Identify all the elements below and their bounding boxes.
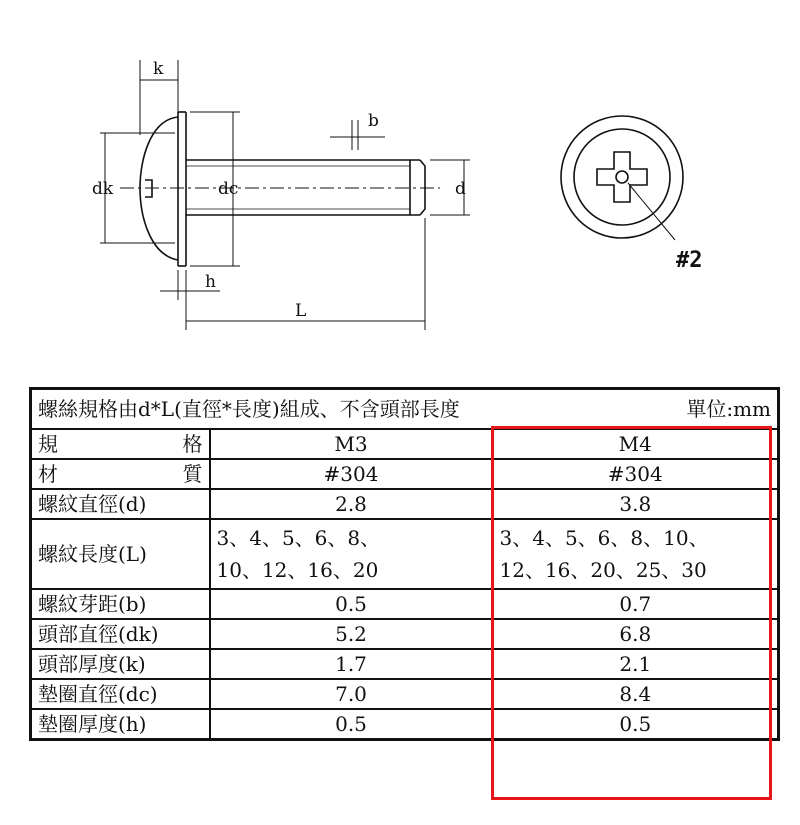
cell-m3-lengths-line2: 10、12、16、20 <box>216 558 379 582</box>
row-label-spec <box>31 429 210 459</box>
table-row <box>31 519 779 589</box>
row-label: 螺紋直徑(d) <box>31 489 210 519</box>
cell-m4: M4 <box>493 429 779 459</box>
top-view-washer-outer <box>561 116 683 238</box>
cell-m3: 5.2 <box>210 619 493 649</box>
cell-m3: 0.5 <box>210 589 493 619</box>
table-row <box>31 589 779 619</box>
cell-m4-lengths <box>493 519 779 589</box>
table-unit: 單位:mm <box>686 397 772 421</box>
dim-d-label: d <box>455 179 466 199</box>
cell-m4: 3.8 <box>493 489 779 519</box>
dim-h-label: h <box>205 272 216 292</box>
cell-m4-lengths-line1: 3、4、5、6、8、10、 <box>499 526 709 550</box>
row-label: 頭部厚度(k) <box>31 649 210 679</box>
cell-m4: #304 <box>493 459 779 489</box>
table-row <box>31 489 779 519</box>
cell-m3: M3 <box>210 429 493 459</box>
cell-m4: 0.5 <box>493 709 779 740</box>
cell-m4: 8.4 <box>493 679 779 709</box>
row-label: 頭部直徑(dk) <box>31 619 210 649</box>
spec-table <box>29 387 780 741</box>
cell-m3-lengths-line1: 3、4、5、6、8、 <box>216 526 381 550</box>
table-title-text: 螺絲規格由d*L(直徑*長度)組成、不含頭部長度 <box>38 397 460 421</box>
row-label: 螺紋長度(L) <box>31 519 210 589</box>
table-row <box>31 459 779 489</box>
row-label-material-char1: 材 <box>38 462 58 486</box>
cell-m3: 7.0 <box>210 679 493 709</box>
table-row <box>31 679 779 709</box>
table-row <box>31 429 779 459</box>
cell-m3: 2.8 <box>210 489 493 519</box>
cell-m3: #304 <box>210 459 493 489</box>
cell-m4: 2.1 <box>493 649 779 679</box>
cell-m4: 0.7 <box>493 589 779 619</box>
cell-m4-lengths-line2: 12、16、20、25、30 <box>499 558 707 582</box>
cell-m3-lengths <box>210 519 493 589</box>
dim-dk-label: dk <box>92 179 114 199</box>
drive-size-label: #2 <box>676 248 703 273</box>
table-title <box>31 389 779 430</box>
cell-m3: 0.5 <box>210 709 493 740</box>
row-label: 墊圈厚度(h) <box>31 709 210 740</box>
row-label-spec-char1: 規 <box>38 432 58 456</box>
top-view-head-inner <box>574 129 670 225</box>
dim-k-label: k <box>153 59 164 79</box>
dim-dc-label: dc <box>218 179 239 199</box>
dim-L-label: L <box>295 301 307 321</box>
cell-m4: 6.8 <box>493 619 779 649</box>
table-row <box>31 649 779 679</box>
screw-technical-drawing <box>0 0 800 380</box>
row-label-material-char2: 質 <box>182 462 203 486</box>
row-label: 墊圈直徑(dc) <box>31 679 210 709</box>
row-label-material <box>31 459 210 489</box>
table-title-row <box>31 389 779 430</box>
cell-m3: 1.7 <box>210 649 493 679</box>
row-label-spec-char2: 格 <box>182 432 203 456</box>
table-row <box>31 709 779 740</box>
table-row <box>31 619 779 649</box>
row-label: 螺紋芽距(b) <box>31 589 210 619</box>
phillips-cross-icon <box>597 152 647 202</box>
dim-b-label: b <box>368 111 379 131</box>
